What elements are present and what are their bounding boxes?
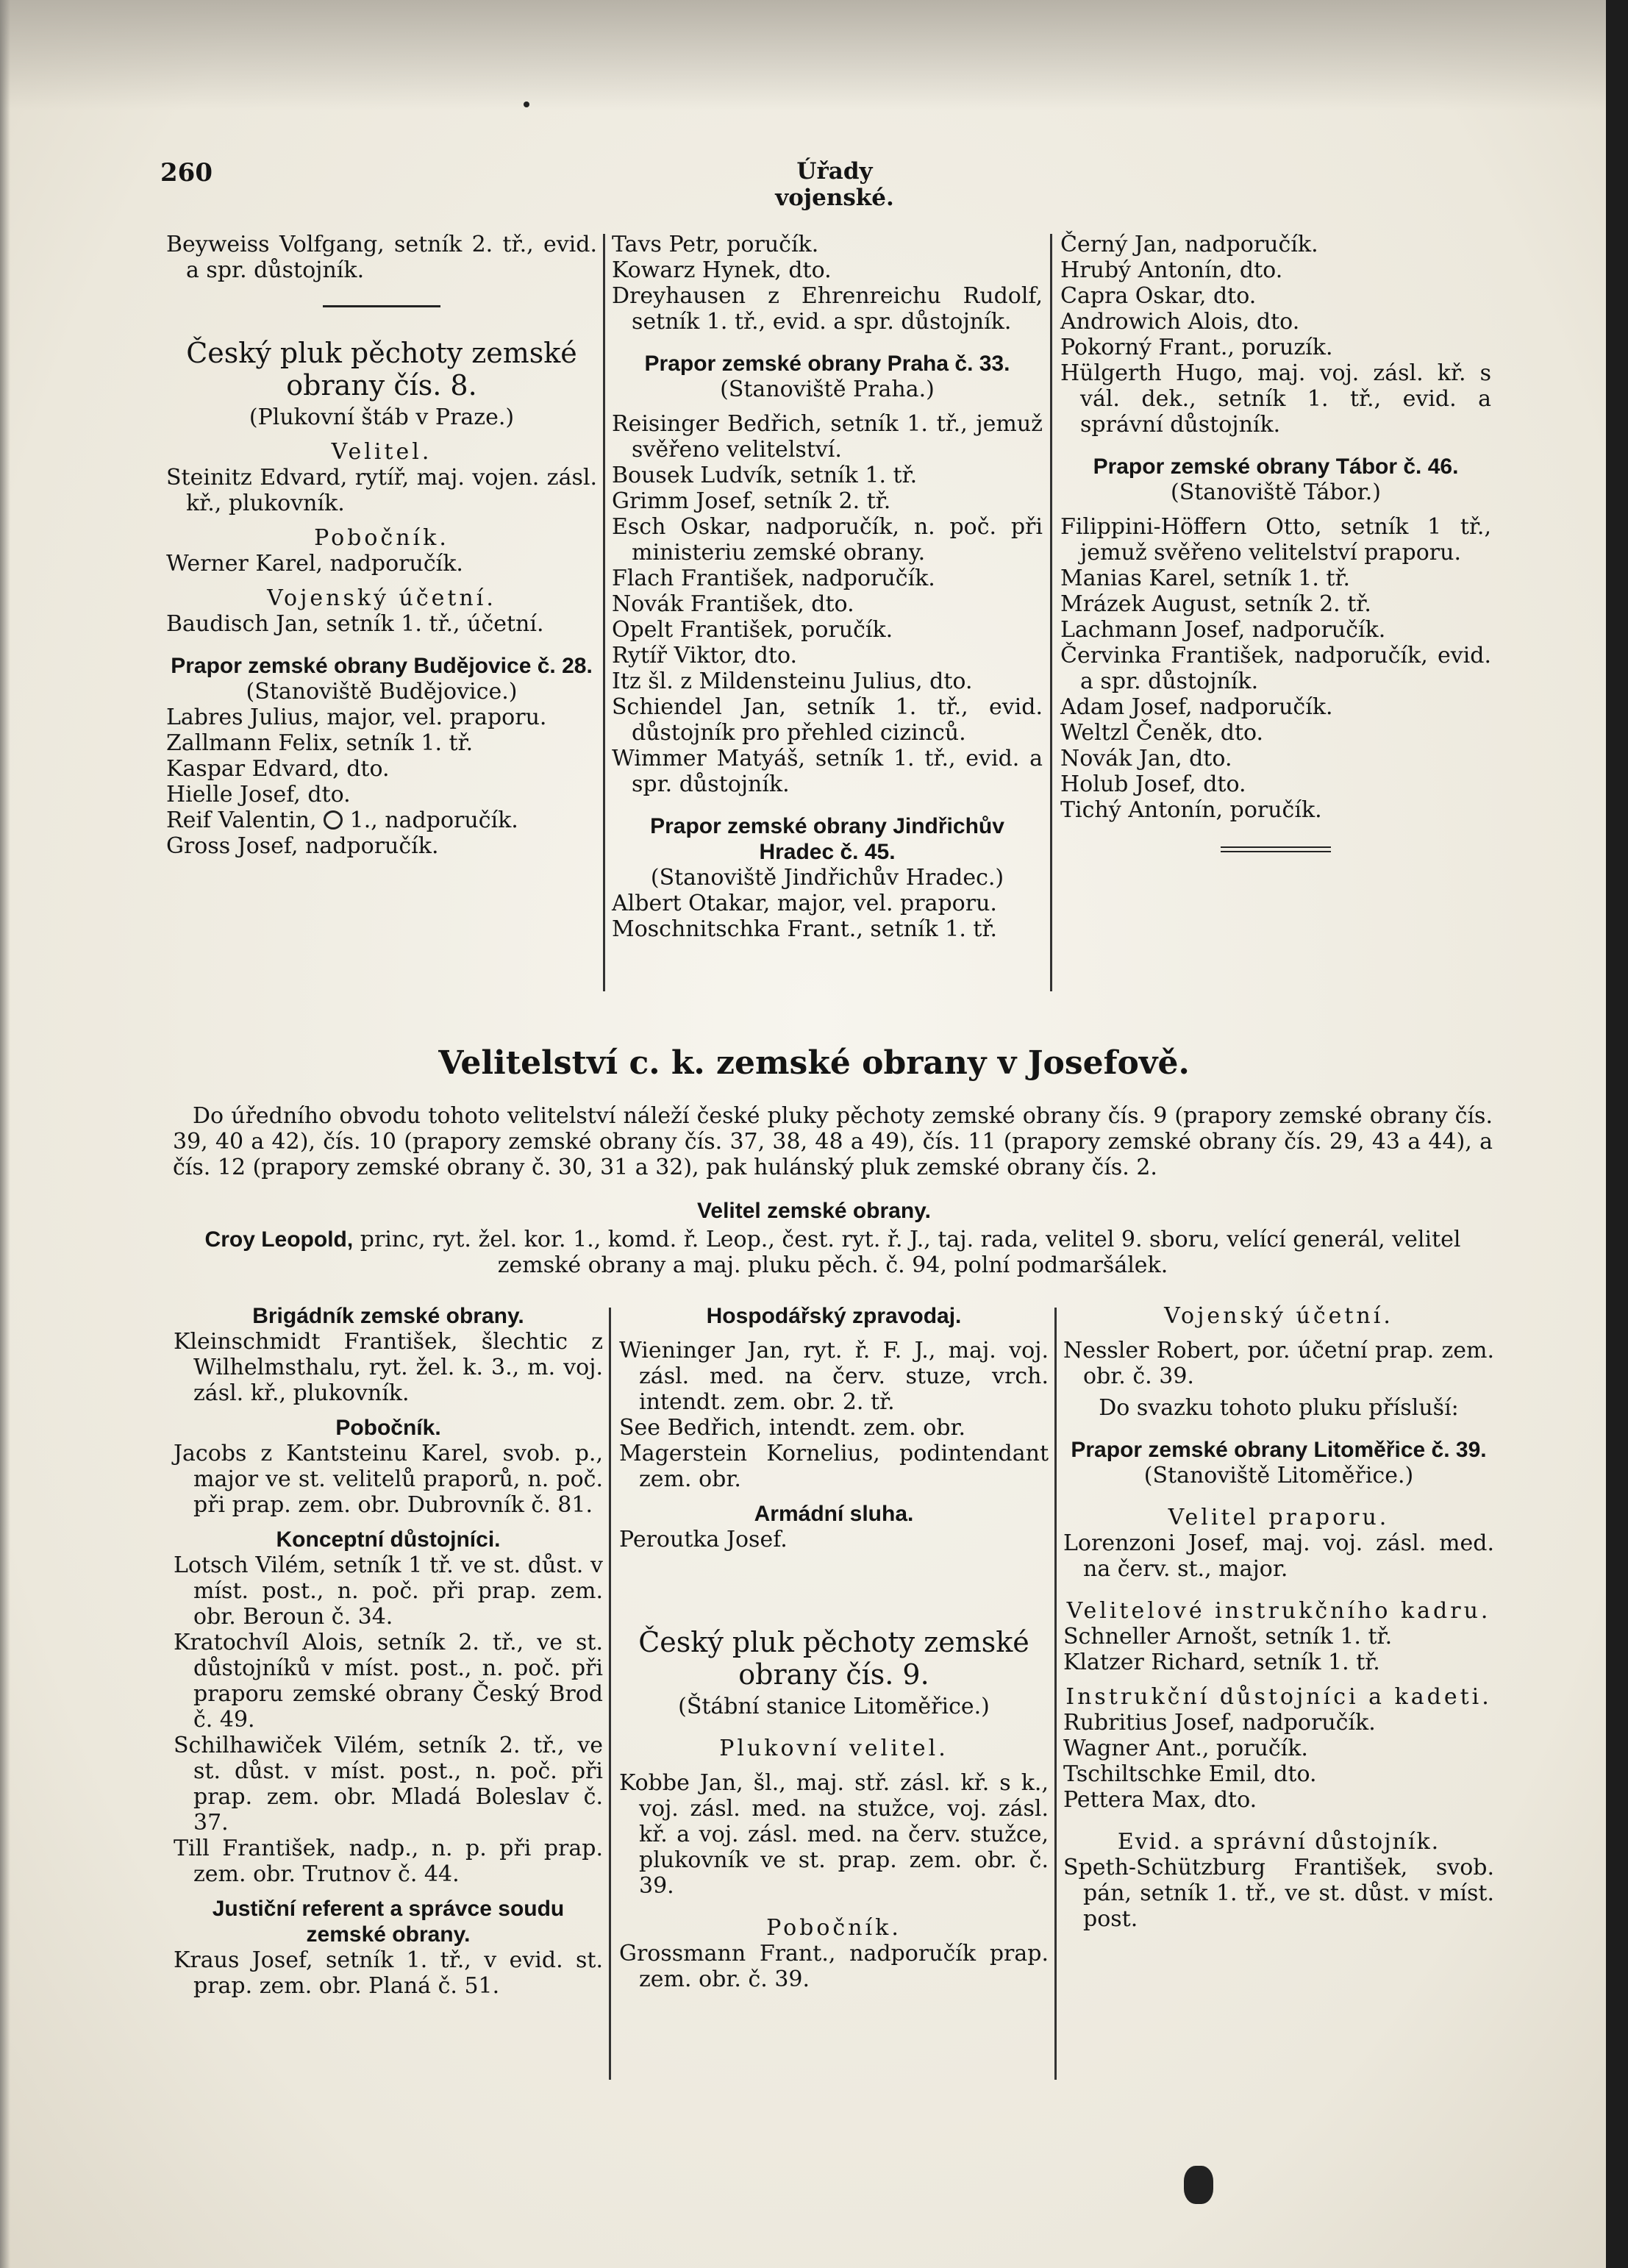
commander-entry (173, 1227, 1493, 1278)
entry: Novák Jan, dto. (1060, 746, 1232, 771)
entry: Zallmann Felix, setník 1. tř. (166, 730, 474, 756)
battalion-title: Prapor zemské obrany Tábor č. 46. (1093, 454, 1459, 479)
entry: Beyweiss Volfgang, setník 2. tř., evid. a spr. důstojník. (166, 232, 597, 283)
entry (166, 807, 597, 833)
heading-servant: Armádní sluha. (754, 1502, 914, 1526)
entry: Wimmer Matyáš, setník 1. tř., evid. a spr. důstojník. (612, 746, 1043, 797)
battalion-station: (Stanoviště Budějovice.) (246, 679, 518, 705)
order-ring-icon (324, 810, 343, 830)
entry: Kobbe Jan, šl., maj. stř. zásl. kř. s k., voj. zásl. med. na stužce, voj. zásl. kř. a voj. zásl. med. na červ. stužce, plukovník ve st. prap. zem. obr. č. 39. (619, 1770, 1049, 1899)
entry: Capra Oskar, dto. (1060, 283, 1257, 309)
upper-column-3 (1060, 232, 1491, 852)
entry: Speth-Schützburg František, svob. pán, setník 1. tř., ve st. důst. v míst. post. (1063, 1855, 1494, 1932)
entry: Klatzer Richard, setník 1. tř. (1063, 1650, 1380, 1675)
entry: Wagner Ant., poručík. (1063, 1736, 1308, 1761)
entry: Černý Jan, nadporučík. (1060, 232, 1318, 257)
heading-pobocnik: Pobočník. (314, 525, 449, 551)
entry: Červinka František, nadporučík, evid. a spr. důstojník. (1060, 643, 1491, 694)
entry: Tichý Antonín, poručík. (1060, 797, 1322, 823)
battalion-station: (Stanoviště Jindřichův Hradec.) (650, 865, 1004, 891)
entry: Pokorný Frant., poruzík. (1060, 335, 1333, 360)
entry: Kowarz Hynek, dto. (612, 257, 832, 283)
entry: Moschnitschka Frant., setník 1. tř. (612, 916, 998, 942)
running-title: Úřady vojenské. (775, 158, 894, 211)
entry: Schiendel Jan, setník 1. tř., evid. důstojník pro přehled cizinců. (612, 694, 1043, 746)
entry: Kratochvíl Alois, setník 2. tř., ve st. důstojníků v míst. post., n. poč. při praporu zemské obrany Český Brod č. 49. (174, 1630, 603, 1733)
regiment-staff: (Plukovní štáb v Praze.) (249, 404, 515, 430)
entry: Wieninger Jan, ryt. ř. F. J., maj. voj. zásl. med. na červ. stuze, vrch. intendt. zem. obr. 2. tř. (619, 1338, 1049, 1415)
entry: Novák František, dto. (612, 591, 854, 617)
battalion-title: Prapor zemské obrany Jindřichův Hradec č. 45. (650, 814, 1004, 864)
heading-instructors: Velitelové instrukčního kadru. (1066, 1598, 1491, 1624)
entry: Mrázek August, setník 2. tř. (1060, 591, 1371, 617)
entry: Grimm Josef, setník 2. tř. (612, 488, 891, 514)
entry: Adam Josef, nadporučík. (1060, 694, 1333, 720)
entry: Esch Oskar, nadporučík, n. poč. při ministeriu zemské obrany. (612, 514, 1043, 566)
entry: Pettera Max, dto. (1063, 1787, 1257, 1813)
entry: Werner Karel, nadporučík. (166, 551, 463, 577)
entry: Albert Otakar, major, vel. praporu. (612, 891, 997, 916)
regiment-staff: (Štábní stanice Litoměřice.) (678, 1694, 990, 1719)
entry: Weltzl Čeněk, dto. (1060, 720, 1264, 746)
commander-name: Croy Leopold, (204, 1227, 354, 1252)
heading-concept-officers: Konceptní důstojníci. (276, 1527, 501, 1552)
heading-economic: Hospodářský zpravodaj. (706, 1304, 962, 1328)
page-number: 260 (160, 158, 213, 188)
entry: Opelt František, poručík. (612, 617, 893, 643)
heading-accountant: Vojenský účetní. (1164, 1303, 1393, 1329)
commander-heading: Velitel zemské obrany. (697, 1199, 931, 1223)
column-divider (1054, 1308, 1057, 2080)
entry: Dreyhausen z Ehrenreichu Rudolf, setník 1. tř., evid. a spr. důstojník. (612, 283, 1043, 335)
entry-rank: 1., nadporučík. (349, 807, 518, 833)
section-rule (323, 305, 440, 307)
entry: Hrubý Antonín, dto. (1060, 257, 1283, 283)
lower-column-2 (619, 1303, 1049, 1992)
heading-justice: Justiční referent a správce soudu zemské obrany. (212, 1897, 565, 1947)
battalion-station: (Stanoviště Tábor.) (1171, 479, 1381, 505)
entry: Magerstein Kornelius, podintendant zem. obr. (619, 1441, 1049, 1492)
entry: Hielle Josef, dto. (166, 782, 351, 807)
scan-ink-blot (1184, 2166, 1213, 2204)
entry: Reisinger Bedřich, setník 1. tř., jemuž svěřeno velitelství. (612, 411, 1043, 463)
entry: Peroutka Josef. (619, 1527, 788, 1552)
entry: Kaspar Edvard, dto. (166, 756, 390, 782)
section-double-rule (1221, 846, 1331, 852)
hq-title: Velitelství c. k. zemské obrany v Josefově. (438, 1044, 1190, 1082)
entry: Nessler Robert, por. účetní prap. zem. obr. č. 39. (1063, 1338, 1494, 1389)
entry: Hülgerth Hugo, maj. voj. zásl. kř. s vál. dek., setník 1. tř., evid. a správní důstojník. (1060, 360, 1491, 438)
entry: Jacobs z Kantsteinu Karel, svob. p., major ve st. velitelů praporů, n. poč. při prap. zem. obr. Dubrovník č. 81. (174, 1441, 603, 1518)
lower-column-1 (174, 1303, 603, 1999)
hq-intro: Do úředního obvodu tohoto velitelství náleží české pluky pěchoty zemské obrany čís. 9 (prapory zemské obrany čís. 39, 40 a 42), čís. 10 (prapory zemské obrany čís. 37, 38, 48 a 49), čís. 11 (prapory zemské obrany čís. 29, 43 a 44), a čís. 12 (prapory zemské obrany č. 30, 31 a 32), pak hulánský pluk zemské obrany čís. 2. (173, 1103, 1493, 1180)
column-divider (603, 234, 605, 991)
entry: Kraus Josef, setník 1. tř., v evid. st. prap. zem. obr. Planá č. 51. (174, 1947, 603, 1999)
entry: Holub Josef, dto. (1060, 771, 1246, 797)
scan-top-shadow (0, 0, 1628, 110)
column-divider (1050, 234, 1052, 991)
entry: Labres Julius, major, vel. praporu. (166, 705, 547, 730)
battalion-title: Prapor zemské obrany Litoměřice č. 39. (1071, 1438, 1487, 1462)
heading-instruction-officers: Instrukční důstojníci a kadeti. (1065, 1684, 1492, 1710)
entry: Till František, nadp., n. p. při prap. zem. obr. Trutnov č. 44. (174, 1836, 603, 1887)
upper-column-2 (612, 232, 1043, 942)
entry: Lorenzoni Josef, maj. voj. zásl. med. na červ. st., major. (1063, 1530, 1494, 1582)
battalion-station: (Stanoviště Praha.) (720, 377, 935, 402)
commander-text: princ, ryt. žel. kor. 1., komd. ř. Leop., čest. ryt. ř. J., taj. rada, velitel 9. sboru, velící generál, velitel zemské obrany a maj. pluku pěch. č. 94, polní podmaršálek. (360, 1227, 1461, 1278)
regiment-title: Český pluk pěchoty zemské obrany čís. 8. (186, 337, 577, 402)
entry: Kleinschmidt František, šlechtic z Wilhelmsthalu, ryt. žel. k. 3., m. voj. zásl. kř., plukovník. (174, 1329, 603, 1406)
entry: Lotsch Vilém, setník 1 tř. ve st. důst. v míst. post., n. poč. při prap. zem. obr. Beroun č. 34. (174, 1552, 603, 1630)
entry: Schneller Arnošt, setník 1. tř. (1063, 1624, 1393, 1650)
entry: Androwich Alois, dto. (1060, 309, 1300, 335)
heading-ucetni: Vojenský účetní. (267, 585, 496, 611)
heading-velitel: Velitel. (331, 439, 432, 465)
entry-name: Reif Valentin, (166, 807, 317, 833)
entry: Steinitz Edvard, rytíř, maj. vojen. zásl. kř., plukovník. (166, 465, 597, 516)
battalion-title: Prapor zemské obrany Praha č. 33. (644, 352, 1010, 376)
entry: Bousek Ludvík, setník 1. tř. (612, 463, 918, 488)
entry: Tavs Petr, poručík. (612, 232, 819, 257)
scan-right-border (1606, 0, 1628, 2268)
heading-adjutant: Pobočník. (766, 1915, 902, 1941)
entry: Gross Josef, nadporučík. (166, 833, 439, 859)
entry: Baudisch Jan, setník 1. tř., účetní. (166, 611, 544, 637)
entry: Manias Karel, setník 1. tř. (1060, 566, 1351, 591)
battalion-title: Prapor zemské obrany Budějovice č. 28. (171, 654, 593, 678)
entry: Flach František, nadporučík. (612, 566, 935, 591)
heading-regiment-commander: Plukovní velitel. (719, 1736, 949, 1761)
scan-left-edge (0, 0, 10, 2268)
heading-adjutant: Pobočník. (335, 1416, 441, 1440)
heading-brigadier: Brigádník zemské obrany. (252, 1304, 524, 1328)
entry: Itz šl. z Mildensteinu Julius, dto. (612, 668, 973, 694)
entry: Tschiltschke Emil, dto. (1063, 1761, 1317, 1787)
entry: Grossmann Frant., nadporučík prap. zem. obr. č. 39. (619, 1941, 1049, 1992)
scan-speck (524, 101, 529, 107)
entry: Schilhawiček Vilém, setník 2. tř., ve st. důst. v míst. post., n. poč. při prap. zem. obr. Mladá Boleslav č. 37. (174, 1733, 603, 1836)
battalion-station: (Stanoviště Litoměřice.) (1143, 1463, 1414, 1488)
entry: Rytíř Viktor, dto. (612, 643, 798, 668)
membership-note: Do svazku tohoto pluku přísluší: (1099, 1395, 1459, 1421)
lower-column-3 (1063, 1303, 1494, 1932)
heading-battalion-commander: Velitel praporu. (1168, 1505, 1390, 1530)
entry: Lachmann Josef, nadporučík. (1060, 617, 1386, 643)
regiment-title: Český pluk pěchoty zemské obrany čís. 9. (638, 1626, 1029, 1691)
entry: Filippini-Höffern Otto, setník 1 tř., jemuž svěřeno velitelství praporu. (1060, 514, 1491, 566)
entry: Rubritius Josef, nadporučík. (1063, 1710, 1376, 1736)
heading-records-officer: Evid. a správní důstojník. (1117, 1829, 1440, 1855)
entry: See Bedřich, intendt. zem. obr. (619, 1415, 966, 1441)
upper-column-1 (166, 232, 597, 859)
column-divider (609, 1308, 611, 2080)
